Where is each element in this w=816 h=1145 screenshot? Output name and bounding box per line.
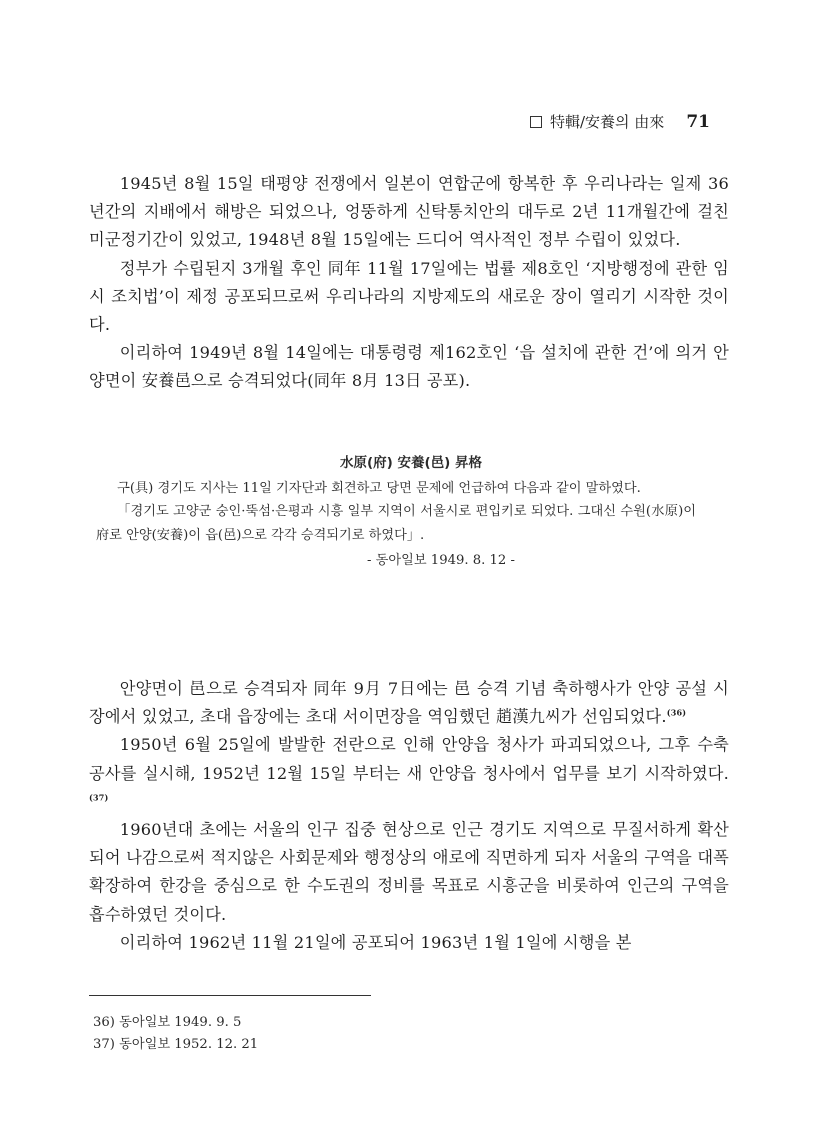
body-text-top <box>89 170 729 396</box>
newspaper-quote <box>96 452 696 573</box>
paragraph-text: 이리하여 1962년 11월 21일에 공포되어 1963년 1월 1일에 시행을 본 <box>119 932 632 952</box>
square-bullet-icon <box>530 116 542 128</box>
footnote-divider <box>89 995 371 996</box>
footnote-ref: (36) <box>666 707 687 718</box>
page-number: 71 <box>686 112 710 132</box>
paragraph: 1945년 8월 15일 태평양 전쟁에서 일본이 연합군에 항복한 후 우리나라는 일제 36년간의 지배에서 해방은 되었으나, 엉뚱하게 신탁통치안의 대두로 2년 11개월간에 걸친 미군정기간이 있었고, 1948년 8월 15일에는 드디어 역사적인 정부 수립이 있었다. <box>89 174 729 250</box>
paragraph <box>89 816 729 929</box>
footnote: 37) 동아일보 1952. 12. 21 <box>93 1037 259 1052</box>
paragraph-text: 1950년 6월 25일에 발발한 전란으로 인해 안양읍 청사가 파괴되었으나, 그후 수축 공사를 실시해, 1952년 12월 15일 부터는 새 안양읍 청사에서 업무를 보기 시작하였다. <box>89 735 729 783</box>
quote-source: - 동아일보 1949. 8. 12 - <box>367 553 515 568</box>
paragraph-text: 안양면이 邑으로 승격되자 同年 9月 7日에는 邑 승격 기념 축하행사가 안양 공설 시장에서 있었고, 초대 읍장에는 초대 서이면장을 역임했던 趙漢九씨가 선임되었다. <box>89 679 729 727</box>
body-text-bottom <box>89 675 729 957</box>
quote-paragraph: 「경기도 고양군 숭인·뚝섬·은평과 시흥 일부 지역이 서울시로 편입키로 되었다. 그대신 수원(水原)이 府로 안양(安養)이 읍(邑)으로 각각 승격되기로 하였다」. <box>96 504 696 543</box>
footnotes <box>93 1012 258 1056</box>
footnote: 36) 동아일보 1949. 9. 5 <box>93 1015 242 1030</box>
paragraph <box>89 929 729 957</box>
quote-title: 水原(府) 安養(邑) 昇格 <box>339 455 483 471</box>
section-title: 特輯/安養의 由來 <box>550 113 665 131</box>
paragraph-text: 1960년대 초에는 서울의 인구 집중 현상으로 인근 경기도 지역으로 무질서하게 확산되어 나감으로써 적지않은 사회문제와 행정상의 애로에 직면하게 되자 서울의 구역을 대폭 확장하여 한강을 중심으로 한 수도권의 정비를 목표로 시흥군을 비롯하여 인근의 구역을 흡수하였던 것이다. <box>89 820 729 924</box>
footnote-ref: (37) <box>89 792 109 803</box>
paragraph: 이리하여 1949년 8월 14일에는 대통령령 제162호인 ‘읍 설치에 관한 건’에 의거 안양면이 安養邑으로 승격되었다(同年 8月 13日 공포). <box>89 343 729 391</box>
paragraph: 정부가 수립된지 3개월 후인 同年 11월 17일에는 법률 제8호인 ‘지방행정에 관한 임시 조치법’이 제정 공포되므로써 우리나라의 지방제도의 새로운 장이 열리기 시작한 것이다. <box>89 258 729 335</box>
paragraph <box>89 731 729 816</box>
paragraph <box>89 675 729 731</box>
running-header <box>530 111 710 132</box>
quote-paragraph: 구(具) 경기도 지사는 11일 기자단과 회견하고 당면 문제에 언급하여 다음과 같이 말하였다. <box>117 480 641 496</box>
